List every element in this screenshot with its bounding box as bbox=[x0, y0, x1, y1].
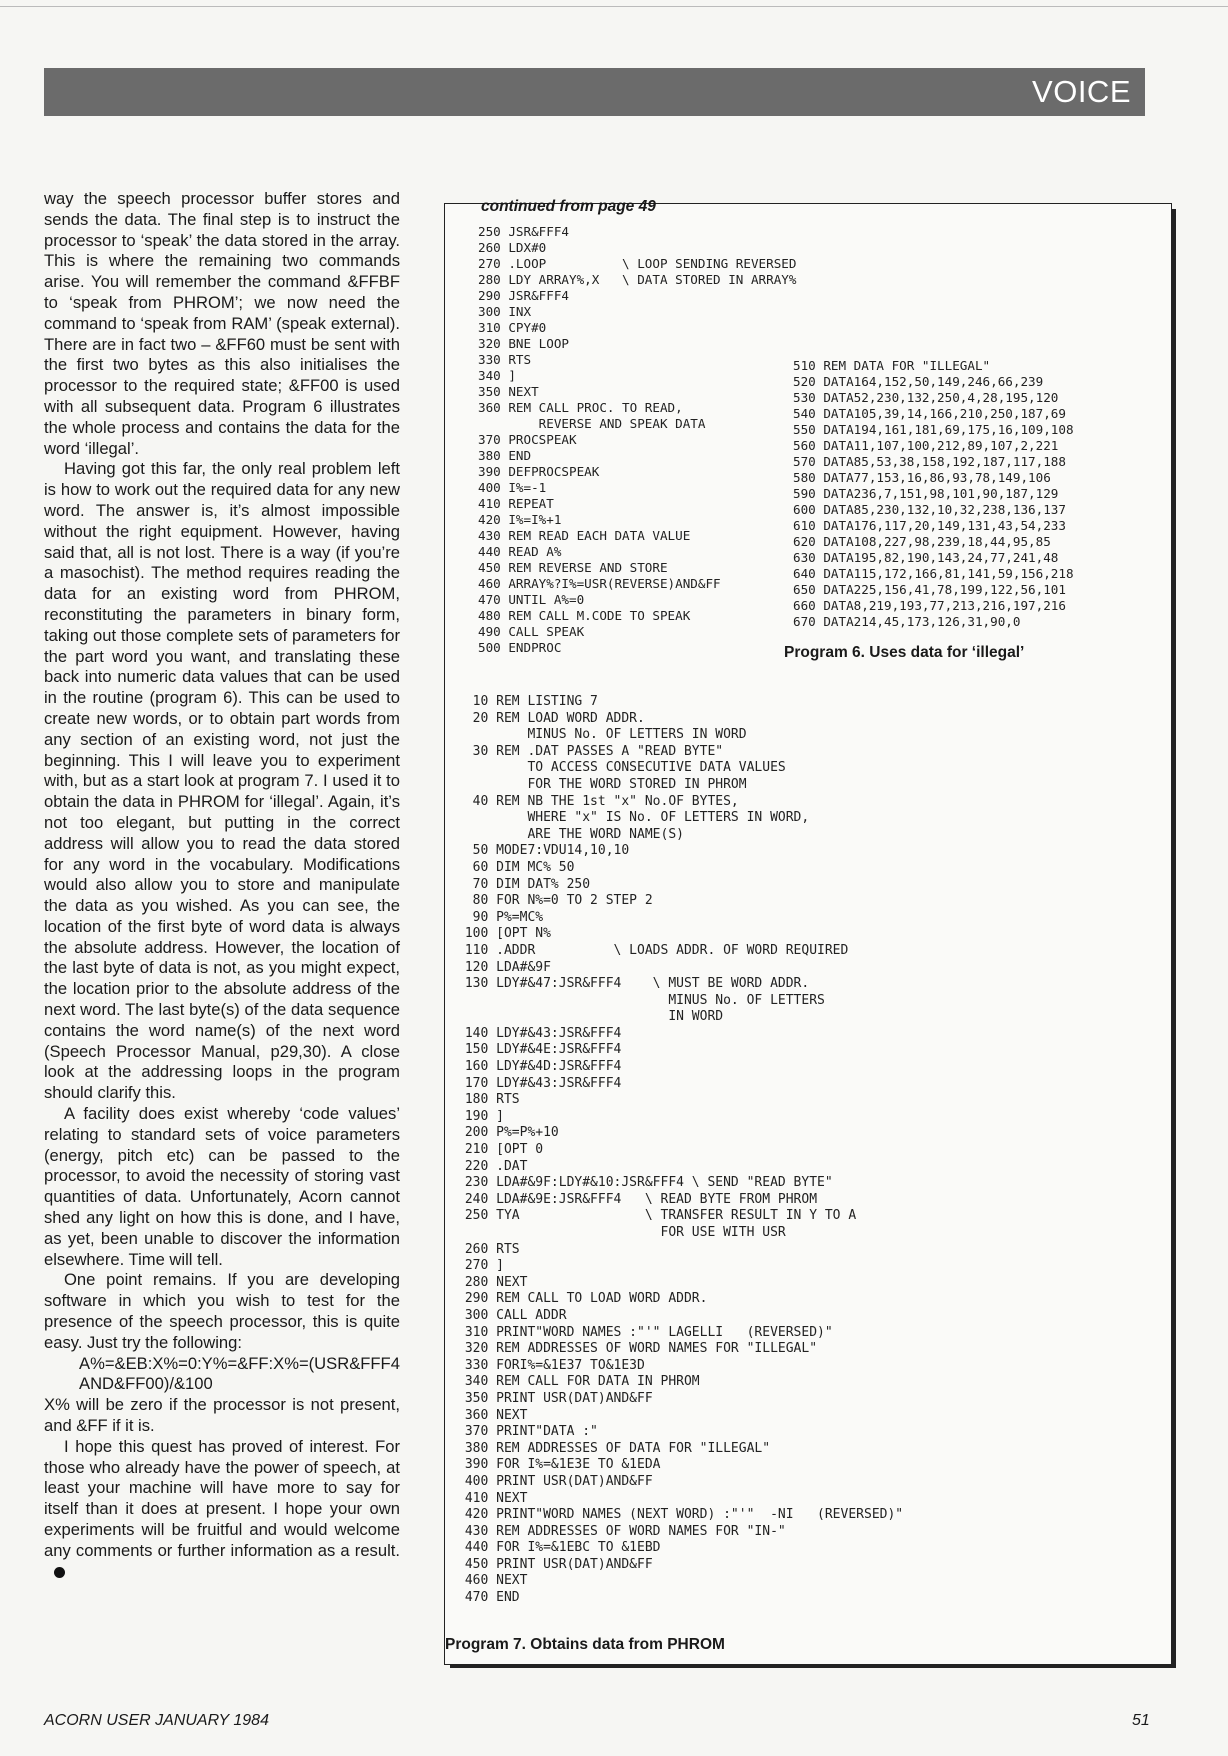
footer-page-number: 51 bbox=[1132, 1712, 1150, 1729]
listing-box bbox=[444, 198, 1172, 1665]
article-paragraph-4: One point remains. If you are developing software in which you wish to test for the presence of the speech processor, this is quite easy. Just try the following: bbox=[44, 1270, 400, 1352]
listing-box-shadow-right bbox=[1172, 209, 1176, 1667]
article-paragraph-final bbox=[44, 1437, 400, 1583]
article-paragraph-1: way the speech processor buffer stores and sends the data. The final step is to instruct the processor to ‘speak’ the data stored in the array. This is where the remaining two commands arise. You will remember the command &FFBF to ‘speak from PHROM’; we now need the command to ‘speak from RAM’ (speak external). There are in fact two – &FF60 must be sent with the first two bytes as this also initialises the processor to the required state; &FF00 is used with all subsequent data. Program 6 illustrates the whole process and contains the data for the word ‘illegal’. bbox=[44, 189, 400, 458]
top-rule bbox=[0, 6, 1228, 7]
final-paragraph-text: I hope this quest has proved of interest. For those who already have the power of speech, at least your machine will have more to say for itself than it does at present. I hope your own experiments will be fruitful and would welcome any comments or further information as a result. bbox=[44, 1436, 400, 1560]
program6-code: 250 JSR&FFF4 260 LDX#0 270 .LOOP \ LOOP SENDING REVERSED 280 LDY ARRAY%,X \ DATA STORED IN ARRAY% 290 JSR&FFF4 300 INX 310 CPY#0 320 BNE LOOP 330 RTS 340 ] 350 NEXT 360 REM CALL PROC. TO READ, REVERSE AND SPEAK DATA 370 PROCSPEAK 380 END 390 DEFPROCSPEAK 400 I%=-1 410 REPEAT 420 I%=I%+1 430 REM READ EACH DATA VALUE 440 READ A% 450 REM REVERSE AND STORE 460 ARRAY%?I%=USR(REVERSE)AND&FF 470 UNTIL A%=0 480 REM CALL M.CODE TO SPEAK 490 CALL SPEAK 500 ENDPROC bbox=[478, 224, 797, 655]
program6-caption: Program 6. Uses data for ‘illegal’ bbox=[784, 644, 1025, 661]
article-paragraph-3: A facility does exist whereby ‘code values’ relating to standard sets of voice parameters (energy, pitch etc) can be passed to the processor, to avoid the necessity of storing vast quantities of data. Unfortunately, Acorn cannot shed any light on how this is done, and I have, as yet, been unable to discover the information elsewhere. Time will tell. bbox=[44, 1104, 400, 1269]
test-formula: A%=&EB:X%=0:Y%=&FF:X%=(USR&FFF4 AND&FF00)/&100 bbox=[79, 1353, 400, 1394]
article-paragraph-5: X% will be zero if the processor is not present, and &FF if it is. bbox=[44, 1395, 400, 1436]
section-title: VOICE bbox=[1032, 74, 1131, 109]
program6-data-lines: 510 REM DATA FOR "ILLEGAL" 520 DATA164,152,50,149,246,66,239 530 DATA52,230,132,250,4,28,195,120 540 DATA105,39,14,166,210,250,187,69 550 DATA194,161,181,69,175,16,109,108 560 DATA11,107,100,212,89,107,2,221 570 DATA85,53,38,158,192,187,117,188 580 DATA77,153,16,86,93,78,149,106 590 DATA236,7,151,98,101,90,187,129 600 DATA85,230,132,10,32,238,136,137 610 DATA176,117,20,149,131,43,54,233 620 DATA108,227,98,239,18,44,95,85 630 DATA195,82,190,143,24,77,241,48 640 DATA115,172,166,81,141,59,156,218 650 DATA225,156,41,78,199,122,56,101 660 DATA8,219,193,77,213,216,197,216 670 DATA214,45,173,126,31,90,0 bbox=[793, 358, 1074, 629]
end-mark-icon bbox=[54, 1567, 65, 1578]
article-paragraph-2: Having got this far, the only real problem left is how to work out the required data for any new word. The answer is, it’s almost impossible without the right equipment. However, having said that, all is not lost. There is a way (if you’re a masochist). The method requires reading the data for an existing word from PHROM, reconstituting the parameters in binary form, taking out those complete sets of parameters for the part word you want, and translating these back into numeric data values that can be used in the routine (program 6). This can be used to create new words, or to obtain part words from any section of an existing word, not just the beginning. This I will leave you to experiment with, but as a start look at program 7. I used it to obtain the data in PHROM for ‘illegal’. Again, it’s not too elegant, but putting in the correct address will allow you to read the data stored for any word in the vocabulary. Modifications would also allow you to store and manipulate the data as you wished. As you can see, the location of the first byte of word data is always the absolute address. However, the location of the last byte of data is not, as you might expect, the location prior to the absolute address of the next word. The last byte(s) of the data sequence contains the word name(s) of the next word (Speech Processor Manual, p29,30). A close look at the addressing loops in the program should clarify this. bbox=[44, 459, 400, 1103]
program7-caption: Program 7. Obtains data from PHROM bbox=[445, 1636, 725, 1653]
section-banner bbox=[44, 68, 1145, 116]
article-text-column bbox=[44, 189, 400, 1582]
continued-note: continued from page 49 bbox=[481, 198, 656, 215]
footer-publication: ACORN USER JANUARY 1984 bbox=[44, 1712, 269, 1729]
program7-code: 10 REM LISTING 7 20 REM LOAD WORD ADDR. MINUS No. OF LETTERS IN WORD 30 REM .DAT PASSES A "READ BYTE" TO ACCESS CONSECUTIVE DATA VALUES FOR THE WORD STORED IN PHROM 40 REM NB THE 1st "x" No.OF BYTES, WHERE "x" IS No. OF LETTERS IN WORD, ARE THE WORD NAME(S) 50 MODE7:VDU14,10,10 60 DIM MC% 50 70 DIM DAT% 250 80 FOR N%=0 TO 2 STEP 2 90 P%=MC% 100 [OPT N% 110 .ADDR \ LOADS ADDR. OF WORD REQUIRED 120 LDA#&9F 130 LDY#&47:JSR&FFF4 \ MUST BE WORD ADDR. MINUS No. OF LETTERS IN WORD 140 LDY#&43:JSR&FFF4 150 LDY#&4E:JSR&FFF4 160 LDY#&4D:JSR&FFF4 170 LDY#&43:JSR&FFF4 180 RTS 190 ] 200 P%=P%+10 210 [OPT 0 220 .DAT 230 LDA#&9F:LDY#&10:JSR&FFF4 \ SEND "READ BYTE" 240 LDA#&9E:JSR&FFF4 \ READ BYTE FROM PHROM 250 TYA \ TRANSFER RESULT IN Y TO A FOR USE WITH USR 260 RTS 270 ] 280 NEXT 290 REM CALL TO LOAD WORD ADDR. 300 CALL ADDR 310 PRINT"WORD NAMES :"'" LAGELLI (REVERSED)" 320 REM ADDRESSES OF WORD NAMES FOR "ILLEGAL" 330 FORI%=&1E37 TO&1E3D 340 REM CALL FOR DATA IN PHROM 350 PRINT USR(DAT)AND&FF 360 NEXT 370 PRINT"DATA :" 380 REM ADDRESSES OF DATA FOR "ILLEGAL" 390 FOR I%=&1E3E TO &1EDA 400 PRINT USR(DAT)AND&FF 410 NEXT 420 PRINT"WORD NAMES (NEXT WORD) :"'" -NI (REVERSED)" 430 REM ADDRESSES OF WORD NAMES FOR "IN-" 440 FOR I%=&1EBC TO &1EBD 450 PRINT USR(DAT)AND&FF 460 NEXT 470 END bbox=[464, 694, 904, 1606]
